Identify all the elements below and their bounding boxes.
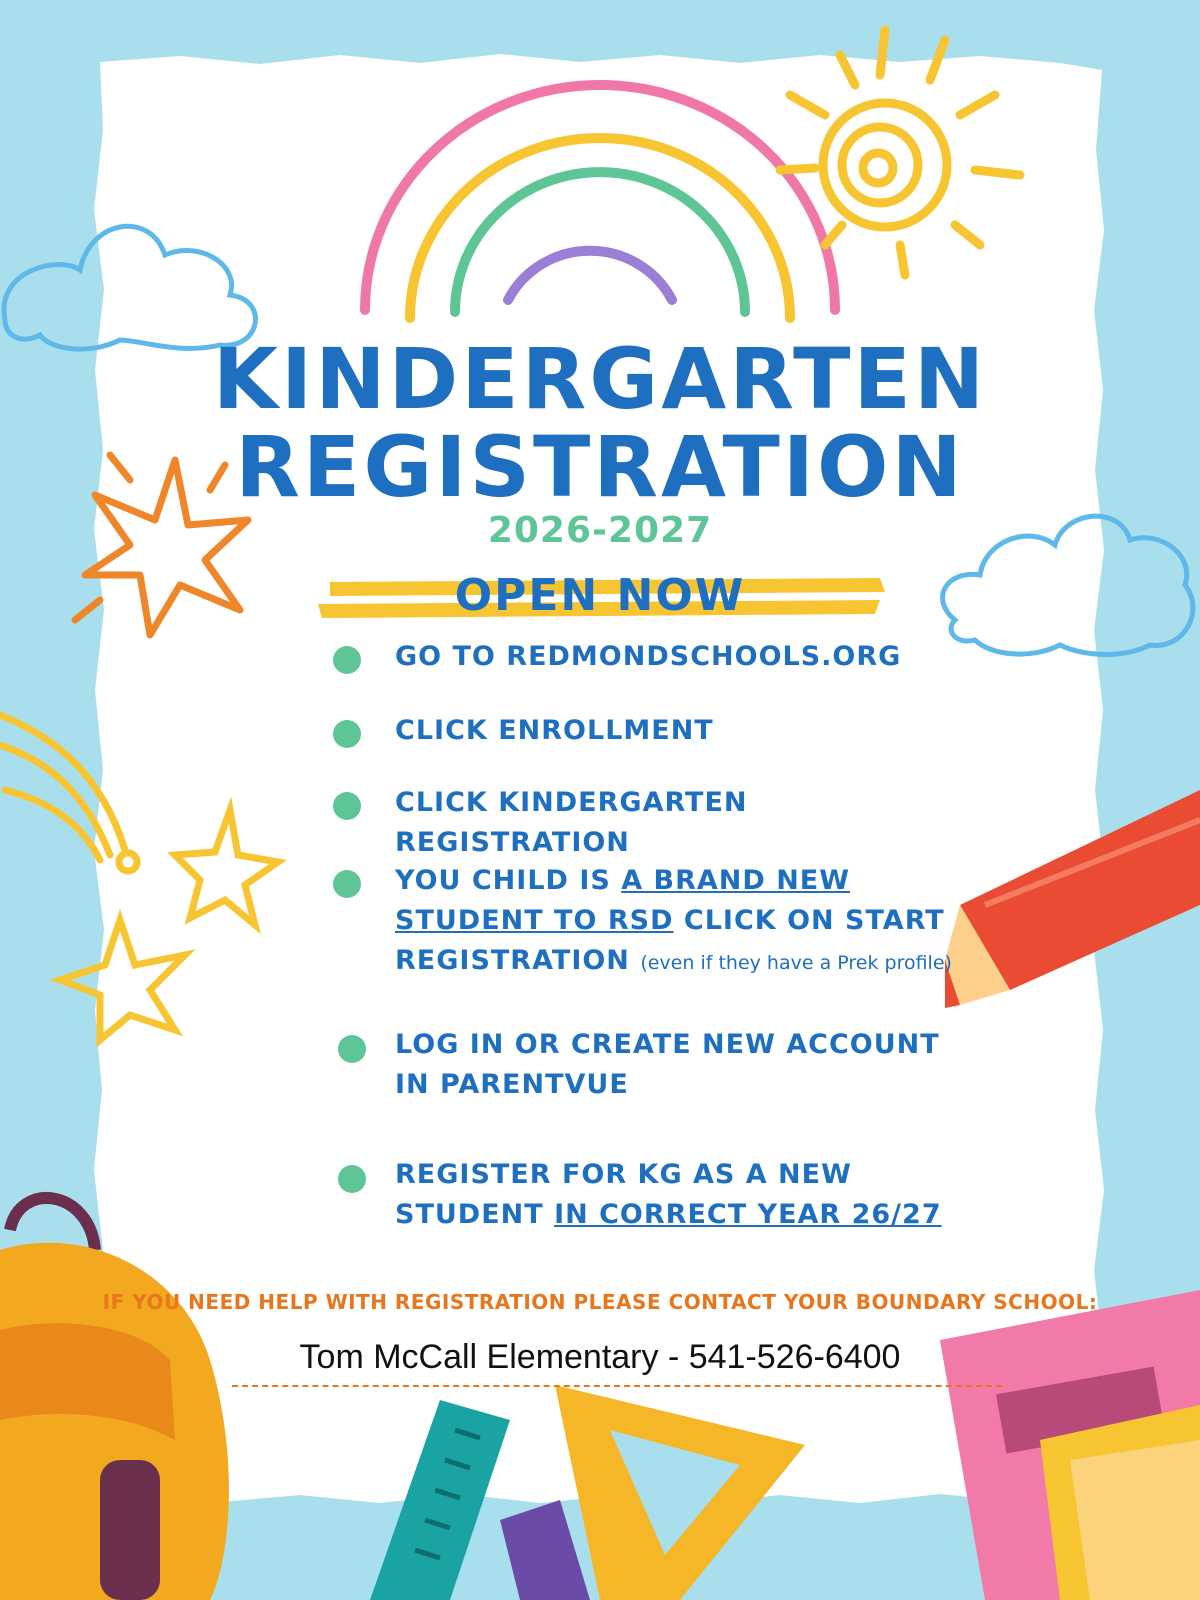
step-2: CLICK ENROLLMENT [395, 715, 714, 746]
bullet-icon [333, 720, 361, 748]
step-6-text: REGISTER FOR KG AS A NEW STUDENT [395, 1159, 852, 1230]
contact-underline [232, 1385, 1002, 1387]
title-line-1: KINDERGARTEN [212, 330, 988, 428]
step-4-text-end: CLICK ON START REGISTRATION [395, 905, 945, 976]
step-6 [395, 1155, 955, 1235]
status-heading: OPEN NOW [454, 570, 746, 621]
bullet-icon [338, 1035, 366, 1063]
step-6-emphasis: IN CORRECT YEAR 26/27 [554, 1199, 942, 1230]
help-text: IF YOU NEED HELP WITH REGISTRATION PLEASE CONTACT YOUR BOUNDARY SCHOOL: [102, 1290, 1098, 1314]
step-5: LOG IN OR CREATE NEW ACCOUNT IN PARENTVUE [395, 1029, 940, 1100]
bullet-icon [333, 870, 361, 898]
step-4-emphasis: A BRAND NEW STUDENT TO RSD [395, 865, 851, 936]
bullet-icon [338, 1165, 366, 1193]
step-1: GO TO REDMONDSCHOOLS.ORG [395, 641, 902, 672]
contact-info: Tom McCall Elementary - 541-526-6400 [299, 1338, 901, 1376]
school-year: 2026-2027 [487, 510, 713, 551]
step-4-note: (even if they have a Prek profile) [640, 952, 952, 974]
step-3: CLICK KINDERGARTEN REGISTRATION [395, 787, 748, 858]
step-4-text: YOU CHILD IS [395, 865, 622, 896]
title-line-2: REGISTRATION [235, 418, 965, 516]
step-4 [395, 861, 955, 983]
bullet-icon [333, 646, 361, 674]
bullet-icon [333, 792, 361, 820]
